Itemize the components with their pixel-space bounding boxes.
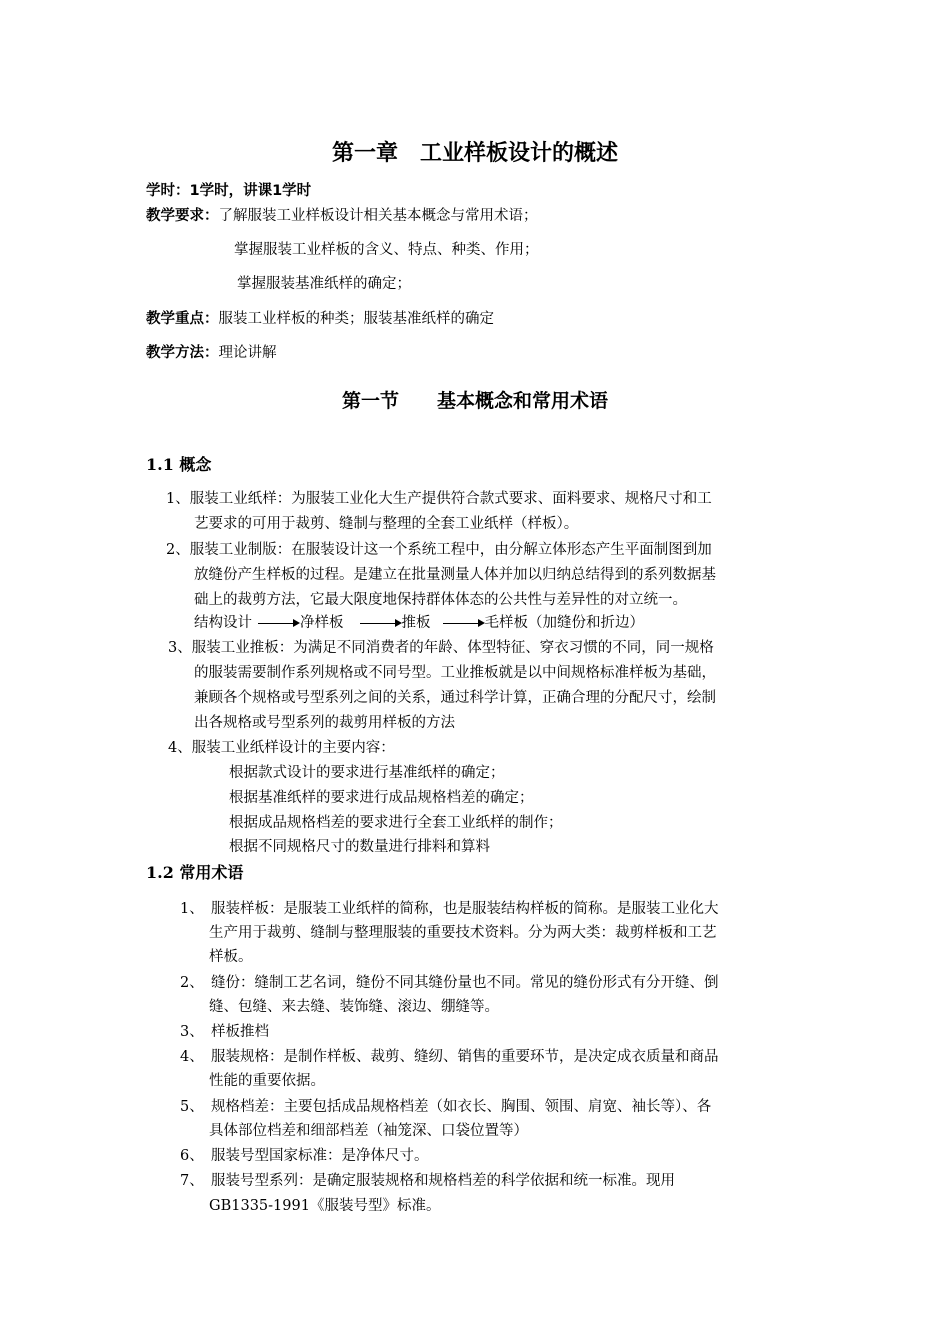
paragraph-line: 出各规格或号型系列的裁剪用样板的方法 xyxy=(194,715,455,731)
paragraph-line: 3、 样板推档 xyxy=(180,1024,269,1040)
paragraph-line: GB1335-1991《服装号型》标准。 xyxy=(209,1198,441,1214)
paragraph-line: 艺要求的可用于裁剪、缝制与整理的全套工业纸样（样板）。 xyxy=(194,516,579,532)
paragraph-line: 具体部位档差和细部档差（袖笼深、口袋位置等） xyxy=(209,1123,528,1139)
paragraph-line: 4、服装工业纸样设计的主要内容： xyxy=(168,740,395,756)
paragraph-line: 根据基准纸样的要求进行成品规格档差的确定； xyxy=(229,790,534,806)
paragraph-line: 1、服装工业纸样：为服装工业化大生产提供符合款式要求、面料要求、规格尺寸和工 xyxy=(166,491,712,507)
paragraph-line: 生产用于裁剪、缝制与整理服装的重要技术资料。分为两大类：裁剪样板和工艺 xyxy=(209,925,717,941)
requirement-item: 掌握服装工业样板的含义、特点、种类、作用； xyxy=(234,242,539,258)
paragraph-line: 根据不同规格尺寸的数量进行排料和算料 xyxy=(229,839,490,855)
paragraph-line: 根据成品规格档差的要求进行全套工业纸样的制作； xyxy=(229,815,563,831)
focus-label: 教学重点： xyxy=(146,311,219,327)
flow-step: 推板 xyxy=(401,615,431,631)
paragraph-line: 样板。 xyxy=(209,949,253,965)
paragraph-line: 础上的裁剪方法，它最大限度地保持群体体态的公共性与差异性的对立统一。 xyxy=(194,592,687,608)
paragraph-line: 的服装需要制作系列规格或不同号型。工业推板就是以中间规格标准样板为基础， xyxy=(194,665,716,681)
requirement-item: 掌握服装基准纸样的确定； xyxy=(237,276,411,292)
flow-step: 净样板 xyxy=(300,615,344,631)
teaching-method xyxy=(146,341,277,362)
method-label: 教学方法： xyxy=(146,345,219,361)
flow-step: 结构设计 xyxy=(194,615,252,631)
paragraph-line: 性能的重要依据。 xyxy=(209,1073,325,1089)
paragraph-line: 7、 服装号型系列：是确定服装规格和规格档差的科学依据和统一标准。现用 xyxy=(180,1173,675,1189)
paragraph-line: 兼顾各个规格或号型系列之间的关系，通过科学计算，正确合理的分配尺寸，绘制 xyxy=(194,690,716,706)
focus-text: 服装工业样板的种类；服装基准纸样的确定 xyxy=(218,311,494,327)
arrow-right-icon xyxy=(258,623,298,624)
paragraph-line: 1、 服装样板：是服装工业纸样的简称，也是服装结构样板的简称。是服装工业化大 xyxy=(180,901,719,917)
teaching-hours: 学时：1学时，讲课1学时 xyxy=(146,183,312,199)
method-text: 理论讲解 xyxy=(218,345,277,361)
teaching-requirements xyxy=(146,204,538,225)
heading-1-1: 1.1 概念 xyxy=(146,455,212,474)
paragraph-line: 根据款式设计的要求进行基准纸样的确定； xyxy=(229,765,505,781)
arrow-right-icon xyxy=(360,623,400,624)
chapter-title: 第一章 工业样板设计的概述 xyxy=(331,141,618,166)
requirements-label: 教学要求： xyxy=(146,208,219,224)
arrow-right-icon xyxy=(443,623,483,624)
paragraph-line: 6、 服装号型国家标准：是净体尺寸。 xyxy=(180,1148,429,1164)
flow-step: 毛样板（加缝份和折边） xyxy=(484,615,644,631)
paragraph-line: 2、 缝份：缝制工艺名词，缝份不同其缝份量也不同。常见的缝份形式有分开缝、倒 xyxy=(180,975,719,991)
process-flow xyxy=(194,611,644,632)
requirement-item: 了解服装工业样板设计相关基本概念与常用术语； xyxy=(218,208,538,224)
teaching-focus xyxy=(146,307,494,328)
heading-1-2: 1.2 常用术语 xyxy=(146,863,244,882)
paragraph-line: 2、服装工业制版：在服装设计这一个系统工程中，由分解立体形态产生平面制图到加 xyxy=(166,542,712,558)
paragraph-line: 4、 服装规格：是制作样板、裁剪、缝纫、销售的重要环节，是决定成衣质量和商品 xyxy=(180,1049,719,1065)
paragraph-line: 缝、包缝、来去缝、装饰缝、滚边、绷缝等。 xyxy=(209,999,499,1015)
paragraph-line: 3、服装工业推板：为满足不同消费者的年龄、体型特征、穿衣习惯的不同，同一规格 xyxy=(168,640,714,656)
paragraph-line: 放缝份产生样板的过程。是建立在批量测量人体并加以归纳总结得到的系列数据基 xyxy=(194,567,716,583)
paragraph-line: 5、 规格档差：主要包括成品规格档差（如衣长、胸围、领围、肩宽、袖长等）、各 xyxy=(180,1099,712,1115)
section-title: 第一节 基本概念和常用术语 xyxy=(341,390,608,412)
